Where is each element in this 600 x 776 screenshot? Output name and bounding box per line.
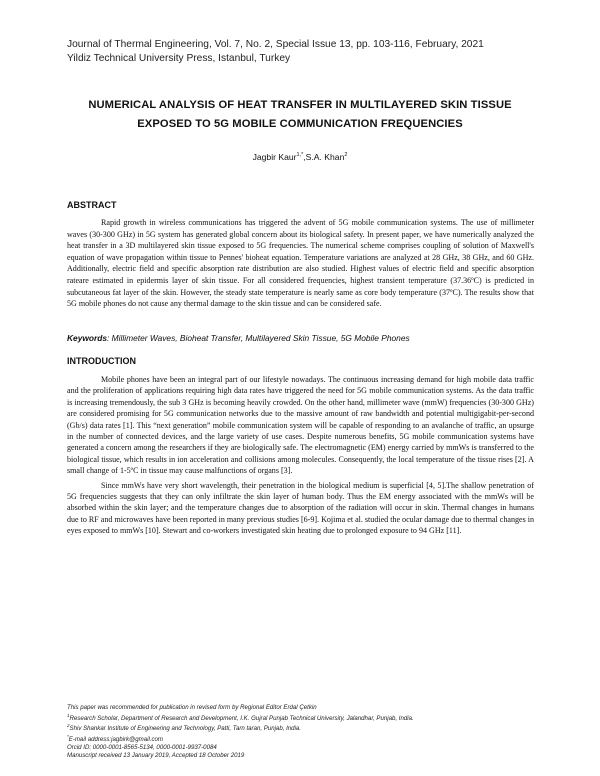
author-1-affiliation: 1,*: [296, 152, 304, 159]
footnote-affiliation-1-text: Research Scholar, Department of Research and Development, I.K. Gujral Punjab Technical University, Jalandhar, Punjab, India.: [69, 714, 414, 722]
title-line-2: EXPOSED TO 5G MOBILE COMMUNICATION FREQUENCIES: [137, 118, 463, 130]
author-2: ,S.A. Khan: [303, 152, 345, 162]
paper-title: [60, 96, 540, 134]
keywords-label: Keywords: [67, 333, 108, 343]
footnotes: [67, 704, 537, 759]
footnote-email: [67, 733, 537, 744]
introduction-paragraph-2: Since mmWs have very short wavelength, their penetration in the biological medium is superficial [4, 5].The shallow penetration of 5G frequencies suggests that they can only infiltrate the skin layer of human body. Thus the EM energy associated with the mmWs will be absorbed within the skin layer; and the temperature changes due to absorption of the radiation will occur in skin. Thermal changes in humans due to RF and microwaves have been reported in many previous studies [6-9]. Kojima et al. studied the ocular damage due to thermal changes in eyes exposed to mmWs [10]. Stewart and co-workers investigated skin heating due to prolonged exposure to 94 GHz [11].: [67, 480, 534, 536]
footnote-sup-1: 1: [67, 712, 70, 718]
keywords-line: [67, 333, 534, 343]
footnote-affiliation-2: [67, 722, 537, 733]
author-line: [60, 152, 540, 162]
abstract-text: Rapid growth in wireless communications has triggered the advent of 5G mobile communication systems. The use of millimeter waves (30-300 GHz) in 5G system has generated global concern about its biological safety. In present paper, we have numerically analyzed the heat transfer in a 3D multilayered skin tissue exposed to 5G frequencies. The numerical scheme comprises coupling of solution of Maxwell's equation of wave propagation within tissue to Pennes' bioheat equation. Temperature variations are analyzed at 28 GHz, 38 GHz, and 60 GHz. Additionally, electric field and specific absorption rate distribution are also studied. Highest values of electric field and specific absorption rateare estimated in epidermis layer of skin tissue. For all considered frequencies, highest transient temperature (37.36ºC) is predicted in subcutaneous fat layer of the skin. However, the steady state temperature is nearly same as core body temperature (37ºC). The results show that 5G mobile phones do not cause any thermal damage to the skin tissue and can be considered safe.: [67, 218, 534, 309]
author-2-affiliation: 2: [344, 152, 348, 159]
footnote-affiliation-2-text: Shiv Shankar Institute of Engineering and Technology, Patti, Tarn taran, Punjab, India.: [69, 725, 302, 733]
introduction-heading: INTRODUCTION: [67, 356, 136, 366]
author-1: Jagbir Kaur: [252, 152, 297, 162]
footnote-sup-3: *: [67, 734, 69, 740]
footnote-orcid: Orcid ID: 0000-0001-8565-5134, 0000-0001-9937-0084: [67, 743, 217, 751]
keywords-values: : Millimeter Waves, Bioheat Transfer, Multilayered Skin Tissue, 5G Mobile Phones: [107, 333, 410, 343]
introduction-body: [67, 374, 534, 540]
footnote-sup-2: 2: [67, 723, 70, 729]
publisher-line: Yildiz Technical University Press, Istanbul, Turkey: [67, 52, 291, 64]
abstract-body: [67, 217, 534, 310]
footnote-email-text: E-mail address:jagbirk@gmail.com: [68, 736, 164, 744]
journal-header: [67, 38, 537, 65]
footnote-recommendation: This paper was recommended for publication in revised form by Regional Editor Erdal Çetkin: [67, 704, 317, 711]
footnote-manuscript-dates: Manuscript received 13 January 2019, Accepted 18 October 2019: [67, 751, 245, 759]
introduction-paragraph-1: Mobile phones have been an integral part of our lifestyle nowadays. The continuous increasing demand for high mobile data traffic and the proliferation of applications requiring high data rates have triggered the need for 5G mobile communication systems. As the data traffic is increasing tremendously, the sub 3 GHz is becoming heavily crowded. On the other hand, millimeter wave (mmW) frequencies (30-300 GHz) are considered promising for 5G communication networks due to the massive amount of raw bandwidth and potential multigigabit-per-second (Gb/s) data rates [1]. This “next generation” mobile communication system will be capable of responding to an avalanche of traffic, an upsurge in the number of connected devices, and the large variety of use cases. Despite numerous benefits, 5G mobile communication systems have generated a concern among the researchers if they are biologically safe. The electromagnetic (EM) energy carried by mmWs is transferred to the biological tissue, which results in ion acceleration and collisions among molecules. Consequently, the local temperature of the tissue rises [2]. A small change of 1-5ºC in tissue may cause malfunctions of organs [3].: [67, 375, 534, 476]
abstract-heading: ABSTRACT: [67, 200, 117, 210]
footnote-affiliation-1: [67, 712, 537, 723]
journal-citation: Journal of Thermal Engineering, Vol. 7, No. 2, Special Issue 13, pp. 103-116, February, 2021: [67, 39, 484, 50]
title-line-1: NUMERICAL ANALYSIS OF HEAT TRANSFER IN MULTILAYERED SKIN TISSUE: [88, 99, 512, 111]
